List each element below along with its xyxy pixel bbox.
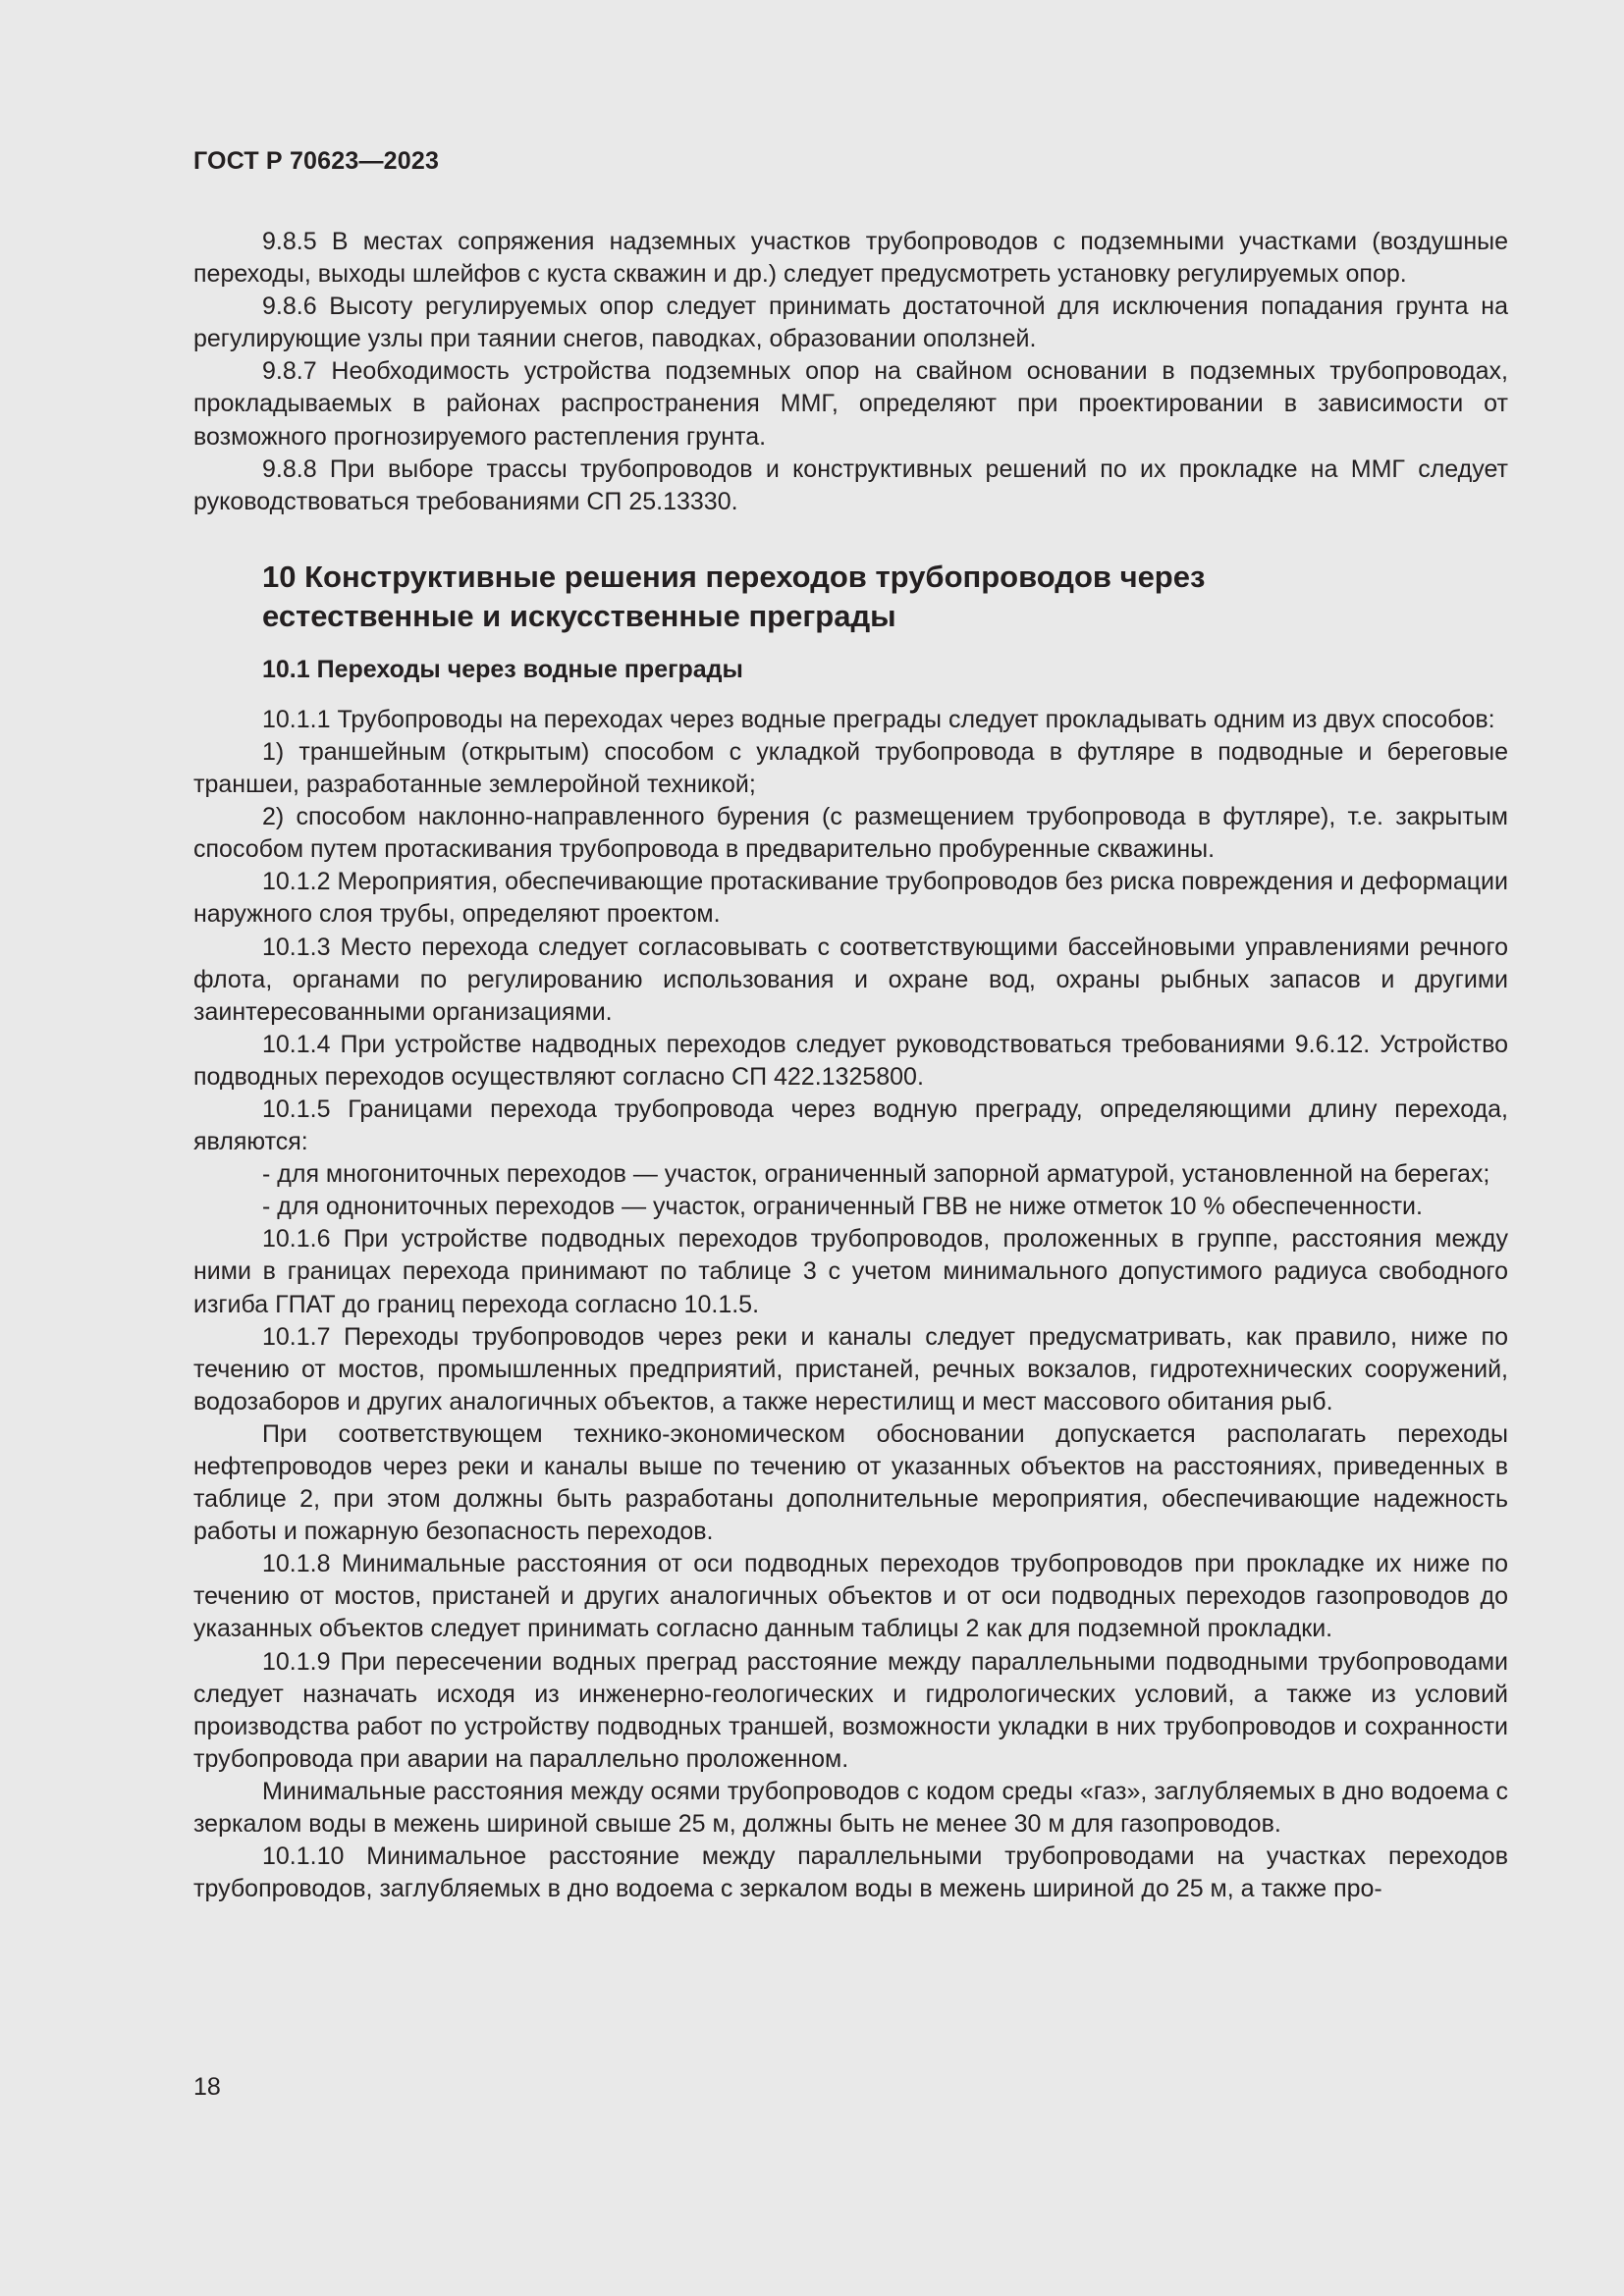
section-title-line-1: 10 Конструктивные решения переходов трубопроводов через (262, 559, 1206, 594)
paragraph-group-10-1 (193, 704, 1508, 1905)
paragraph: 10.1.2 Мероприятия, обеспечивающие протаскивание трубопроводов без риска повреждения и деформации наружного слоя трубы, определяют проектом. (193, 868, 1508, 929)
paragraph: 10.1.9 При пересечении водных преград расстояние между параллельными подводными трубопроводами следует назначать исходя из инженерно-геологических и гидрологических условий, а также из условий производства работ по устройству подводных траншей, возможности укладки в них трубопроводов и сохранности трубопровода при аварии на параллельно проложенном. (193, 1647, 1508, 1773)
list-item: - для многониточных переходов — участок, ограниченный запорной арматурой, установленной на берегах; (262, 1160, 1490, 1189)
paragraph: 9.8.5 В местах сопряжения надземных участков трубопроводов с подземными участками (воздушные переходы, выходы шлейфов с куста скважин и др.) следует предусмотреть установку регулируемых опор. (193, 228, 1508, 289)
list-item: - для однониточных переходов — участок, ограниченный ГВВ не ниже отметок 10 % обеспеченности. (262, 1193, 1423, 1221)
paragraph: 10.1.6 При устройстве подводных переходов трубопроводов, проложенных в группе, расстояния между ними в границах перехода принимают по таблице 3 с учетом минимального допустимого радиуса свободного изгиба ГПАТ до границ перехода согласно 10.1.5. (193, 1225, 1508, 1318)
paragraph: 9.8.6 Высоту регулируемых опор следует принимать достаточной для исключения попадания грунта на регулирующие узлы при таянии снегов, паводках, образовании оползней. (193, 293, 1508, 353)
paragraph: 10.1.8 Минимальные расстояния от оси подводных переходов трубопроводов при прокладке их ниже по течению от мостов, пристаней и других аналогичных объектов и от оси подводных переходов газопроводов до указанных объектов следует принимать согласно данным таблицы 2 как для подземной прокладки. (193, 1550, 1508, 1643)
paragraph-group-9-8 (193, 226, 1508, 518)
section-heading (193, 558, 1508, 636)
paragraph: Минимальные расстояния между осями трубопроводов с кодом среды «газ», заглубляемых в дно водоема с зеркалом воды в межень шириной свыше 25 м, должны быть не менее 30 м для газопроводов. (193, 1777, 1508, 1839)
paragraph: При соответствующем технико-экономическом обосновании допускается располагать переходы нефтепроводов через реки и каналы выше по течению от указанных объектов на расстояниях, приведенных в таблице 2, при этом должны быть разработаны дополнительные мероприятия, обеспечивающие надежность работы и пожарную безопасность переходов. (193, 1419, 1508, 1546)
document-body (193, 226, 1508, 1905)
page-number: 18 (193, 2073, 221, 2101)
paragraph: 9.8.8 При выборе трассы трубопроводов и конструктивных решений по их прокладке на ММГ следует руководствоваться требованиями СП 25.13330. (193, 454, 1508, 515)
paragraph: 9.8.7 Необходимость устройства подземных опор на свайном основании в подземных трубопроводах, прокладываемых в районах распространения ММГ, определяют при проектировании в зависимости от возможного прогнозируемого растепления грунта. (193, 357, 1508, 451)
paragraph: 10.1.7 Переходы трубопроводов через реки и каналы следует предусматривать, как правило, ниже по течению от мостов, промышленных предприятий, пристаней, речных вокзалов, гидротехнических сооружений, водозаборов и других аналогичных объектов, а также нерестилищ и мест массового обитания рыб. (193, 1322, 1508, 1415)
paragraph: 10.1.3 Место перехода следует согласовывать с соответствующими бассейновыми управлениями речного флота, органами по регулированию использования и охране вод, охраны рыбных запасов и другими заинтересованными организациями. (193, 933, 1508, 1026)
list-item: 2) способом наклонно-направленного бурения (с размещением трубопровода в футляре), т.е. закрытым способом путем протаскивания трубопровода в предварительно пробуренные скважины. (193, 803, 1508, 864)
paragraph: 10.1.4 При устройстве надводных переходов следует руководствоваться требованиями 9.6.12. Устройство подводных переходов осуществляют согласно СП 422.1325800. (193, 1030, 1508, 1091)
paragraph: 10.1.1 Трубопроводы на переходах через водные преграды следует прокладывать одним из двух способов: (262, 705, 1495, 733)
list-item: 1) траншейным (открытым) способом с укладкой трубопровода в футляре в подводные и береговые траншеи, разработанные землеройной техникой; (193, 737, 1508, 799)
paragraph: 10.1.10 Минимальное расстояние между параллельными трубопроводами на участках переходов трубопроводов, заглубляемых в дно водоема с зеркалом воды в межень шириной до 25 м, а также про- (193, 1842, 1508, 1903)
subsection-title: 10.1 Переходы через водные преграды (262, 655, 743, 683)
paragraph: 10.1.5 Границами перехода трубопровода через водную преграду, определяющими длину перехода, являются: (193, 1095, 1508, 1156)
document-header: ГОСТ Р 70623—2023 (193, 147, 440, 175)
section-title-line-2: естественные и искусственные преграды (262, 598, 896, 633)
